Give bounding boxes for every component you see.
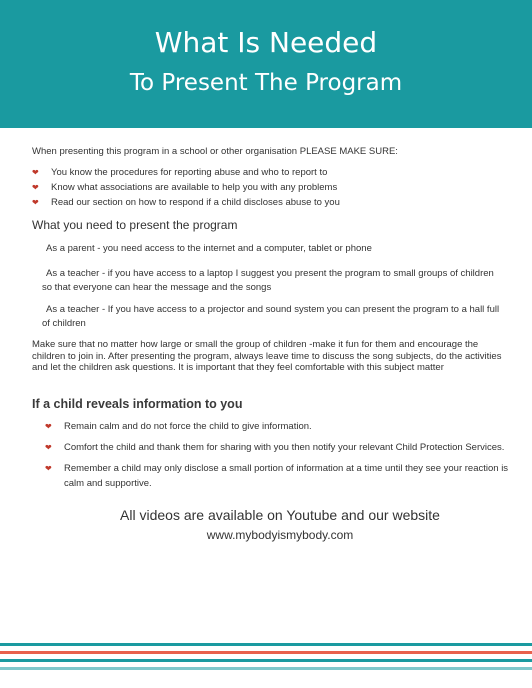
needs-item-parent: As a parent - you need access to the internet and a computer, tablet or phone (46, 243, 372, 254)
intro-text: When presenting this program in a school or other organisation PLEASE MAKE SURE: (32, 146, 398, 157)
list-item: ❤ Comfort the child and thank them for sharing with you then notify your relevant Child Protection Services. (45, 442, 505, 453)
heart-icon: ❤ (32, 183, 39, 192)
heart-icon: ❤ (32, 168, 39, 177)
reveals-heading: If a child reveals information to you (32, 397, 243, 411)
list-item: ❤ Remain calm and do not force the child to give information. (45, 421, 312, 432)
page-subtitle: To Present The Program (129, 70, 403, 96)
needs-heading: What you need to present the program (32, 218, 238, 232)
list-item: ❤ You know the procedures for reporting abuse and who to report to (32, 167, 328, 178)
reveals-list (45, 419, 515, 497)
needs-item-teacher-projector: As a teacher - If you have access to a projector and sound system you can present the program to a hall full of children (42, 304, 500, 329)
note-paragraph: Make sure that no matter how large or small the group of children -make it fun for them and encourage the children to join in. After presenting the program, always leave time to discuss the song subjects, do the activities and let the children ask questions. It is important that they feel comfortable with this subject matter (32, 339, 502, 373)
footer-stripe (0, 643, 532, 646)
website-link[interactable]: www.mybodyismybody.com (206, 528, 354, 542)
footer-stripe (0, 667, 532, 670)
videos-note: All videos are available on Youtube and our website (120, 507, 440, 523)
heart-icon: ❤ (45, 464, 52, 473)
title-banner (0, 0, 532, 128)
list-item: ❤ Know what associations are available to help you with any problems (32, 182, 338, 193)
page-title: What Is Needed (154, 26, 378, 59)
heart-icon: ❤ (45, 443, 52, 452)
needs-item-teacher-laptop: As a teacher - if you have access to a laptop I suggest you present the program to small groups of children so that everyone can hear the message and the songs (42, 268, 494, 293)
list-item: ❤ Remember a child may only disclose a small portion of information at a time until they see your reaction is calm and supportive. (45, 463, 509, 489)
heart-icon: ❤ (32, 198, 39, 207)
list-item: ❤ Read our section on how to respond if a child discloses abuse to you (32, 197, 340, 208)
make-sure-list (32, 165, 502, 210)
footer-stripe (0, 659, 532, 662)
heart-icon: ❤ (45, 422, 52, 431)
footer-stripe (0, 651, 532, 654)
